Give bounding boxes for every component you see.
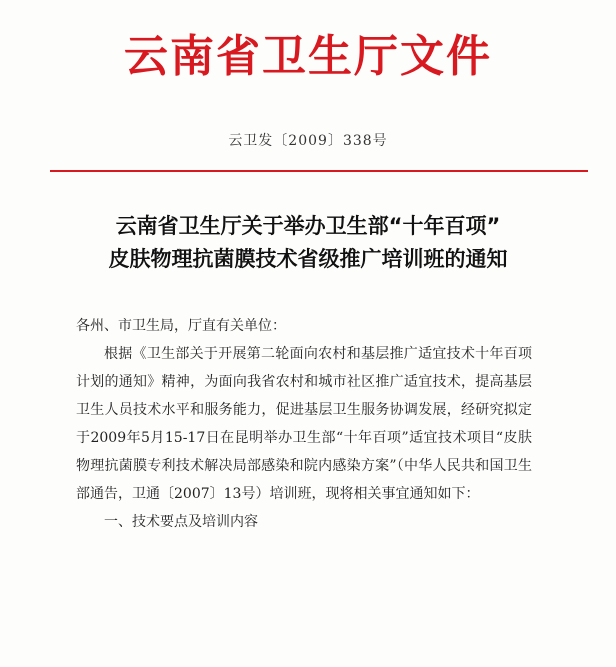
red-divider-line [50, 170, 588, 172]
body-paragraph: 根据《卫生部关于开展第二轮面向农村和基层推广适宜技术十年百项计划的通知》精神，为面向我省农村和城市社区推广适宜技术，提高基层卫生人员技术水平和服务能力，促进基层卫生服务协调发展，经研究拟定于2009年5月15-17日在昆明举办卫生部“十年百项”适宜技术项目“皮肤物理抗菌膜专利技术解决局部感染和院内感染方案”（中华人民共和国卫生部通告，卫通〔2007〕13号）培训班，现将相关事宜通知如下： [76, 346, 532, 502]
notice-subject [0, 210, 616, 276]
salutation: 各州、市卫生局，厅直有关单位： [76, 318, 286, 334]
subject-line-2: 皮肤物理抗菌膜技术省级推广培训班的通知 [108, 247, 508, 271]
document-number: 云卫发〔2009〕338号 [228, 133, 388, 149]
notice-body [76, 312, 532, 536]
document-header-title: 云南省卫生厅文件 [124, 31, 492, 82]
section-heading: 一、技术要点及培训内容 [104, 514, 258, 530]
subject-line-1: 云南省卫生厅关于举办卫生部“十年百项” [115, 214, 501, 238]
